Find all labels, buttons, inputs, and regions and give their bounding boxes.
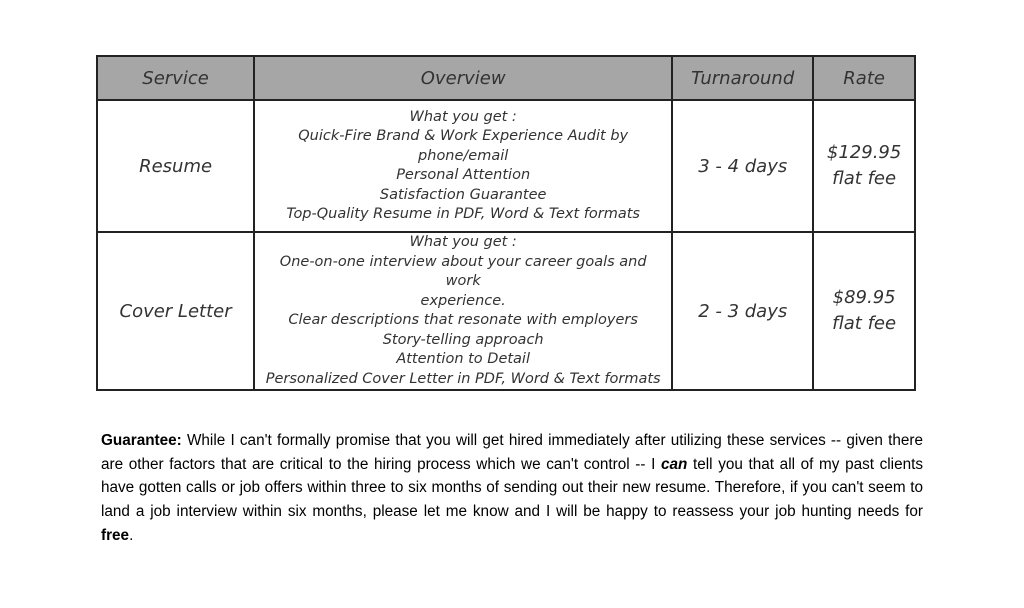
- service-rate: [813, 232, 915, 390]
- overview-line: Satisfaction Guarantee: [379, 186, 547, 203]
- overview-line: What you get :: [409, 234, 517, 250]
- table-header-row: [97, 56, 915, 100]
- overview-line: Attention to Detail: [396, 351, 530, 367]
- table-row: [97, 232, 915, 390]
- guarantee-paragraph: [101, 429, 923, 548]
- service-turnaround: 3 - 4 days: [672, 100, 813, 232]
- service-name: Cover Letter: [97, 232, 254, 390]
- overview-line: What you get :: [409, 108, 517, 125]
- overview-line: Quick-Fire Brand & Work Experience Audit by phone/email: [298, 128, 629, 164]
- header-rate: Rate: [813, 56, 915, 100]
- service-overview: [254, 232, 672, 390]
- guarantee-emphasis: can: [661, 455, 688, 473]
- service-rate: [813, 100, 915, 232]
- rate-price: $129.95: [826, 142, 902, 163]
- overview-line: Personalized Cover Letter in PDF, Word & Text formats: [265, 370, 661, 387]
- guarantee-end: .: [129, 526, 134, 544]
- header-overview: Overview: [254, 56, 672, 100]
- guarantee-text: While I can't formally promise that you will get hired immediately after utilizing these services -- given there are other factors that are critical to the hiring process which we can't control -- I: [101, 432, 923, 473]
- table-row: [97, 100, 915, 232]
- pricing-table: [96, 55, 916, 391]
- rate-price: $89.95: [832, 287, 896, 308]
- overview-line: experience.: [420, 292, 506, 309]
- guarantee-free: free: [101, 526, 130, 544]
- overview-line: Clear descriptions that resonate with employers: [288, 312, 638, 328]
- overview-line: Top-Quality Resume in PDF, Word & Text formats: [286, 206, 640, 222]
- rate-fee: flat fee: [832, 313, 897, 334]
- service-turnaround: 2 - 3 days: [672, 232, 813, 390]
- rate-fee: flat fee: [832, 168, 897, 189]
- guarantee-label: Guarantee:: [101, 432, 182, 449]
- service-name: Resume: [97, 100, 254, 232]
- overview-line: Personal Attention: [396, 167, 531, 183]
- header-turnaround: Turnaround: [672, 56, 813, 100]
- header-service: Service: [97, 56, 254, 100]
- overview-line: One-on-one interview about your career goals and work: [279, 253, 647, 289]
- guarantee-text: tell you that all of my past clients have gotten calls or job offers within three to six months of sending out their new resume. Therefore, if you can't seem to land a job interview within six months, please let me know and I will be happy to reassess your job hunting needs for: [101, 455, 923, 521]
- service-overview: [254, 100, 672, 232]
- overview-line: Story-telling approach: [382, 331, 544, 348]
